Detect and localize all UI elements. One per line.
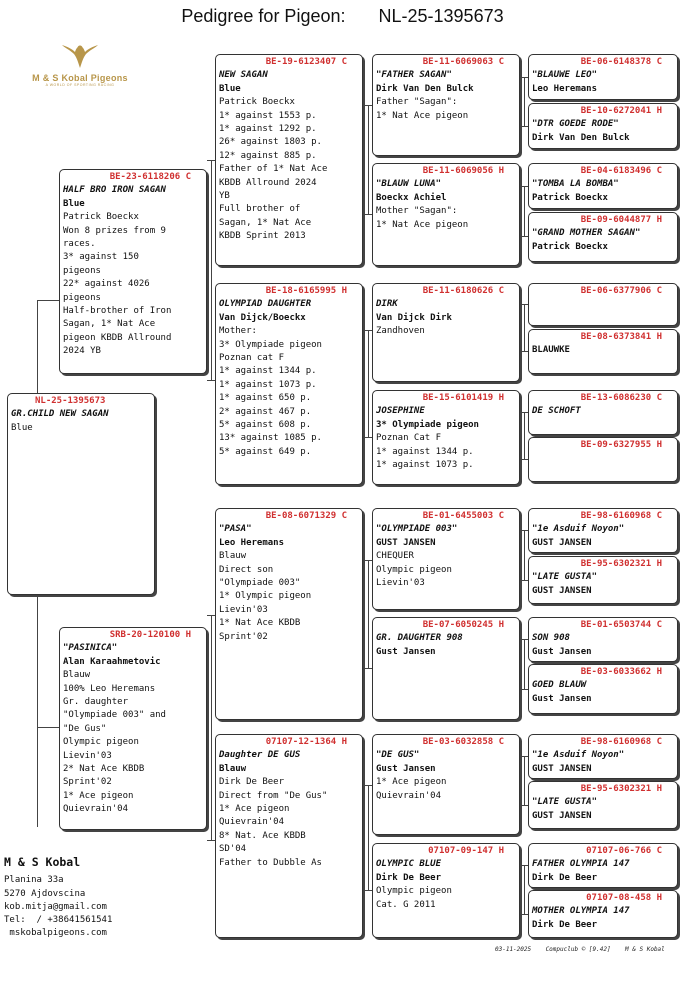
pigeon-info-line: 26* against 1803 p. (219, 137, 322, 148)
ring-number: BE-98-6160968 C (580, 511, 662, 521)
pigeon-name: "BLAUWE LEO" (532, 70, 598, 81)
pigeon-info-line: Father of 1* Nat Ace (219, 164, 328, 175)
pigeon-info-line: Quievrain'04 (63, 804, 129, 815)
ring-number: BE-11-6069056 H (422, 166, 504, 176)
ring-number: BE-19-6123407 C (265, 57, 347, 67)
ring-number: BE-18-6165995 H (265, 286, 347, 296)
pigeon-info-line: pigeons (63, 292, 101, 303)
pigeon-card-sdd[interactable] (372, 390, 520, 485)
pigeon-name: Daughter DE GUS (219, 750, 301, 761)
pigeon-owner: Dirk Van Den Bulck (532, 132, 630, 143)
connector-line (524, 412, 525, 459)
pigeon-name: "PASINICA" (63, 643, 118, 654)
pigeon-info-line: 8* Nat. Ace KBDB (219, 830, 306, 841)
pigeon-card-g6[interactable] (528, 329, 678, 374)
pigeon-owner: Patrick Boeckx (532, 241, 608, 252)
pigeon-name: "OLYMPIADE 003" (376, 524, 458, 535)
pigeon-info-line: 1* against 1344 p. (219, 366, 317, 377)
pigeon-card-g4[interactable] (528, 212, 678, 262)
ring-number: BE-01-6503744 C (580, 620, 662, 630)
ring-number: BE-03-6033662 H (580, 667, 662, 677)
pigeon-owner: Blue (219, 83, 241, 94)
connector-line (363, 668, 372, 669)
pigeon-owner: Gust Jansen (376, 763, 436, 774)
pigeon-owner: Dirk De Beer (376, 872, 442, 883)
pigeon-info-line: 1* Ace pigeon (63, 790, 134, 801)
pigeon-info-line: 1* against 1292 p. (219, 124, 317, 135)
pigeon-info-line: Lievin'03 (376, 578, 425, 589)
pigeon-card-g9[interactable] (528, 508, 678, 553)
connector-line (363, 214, 372, 215)
pigeon-card-ddd[interactable] (372, 843, 520, 938)
connector-line (207, 840, 215, 841)
pigeon-card-ss[interactable] (215, 54, 363, 266)
ring-number: BE-10-6272041 H (580, 106, 662, 116)
pigeon-card-g12[interactable] (528, 664, 678, 714)
connector-line (368, 560, 369, 668)
pigeon-info-line: 22* against 4026 (63, 279, 150, 290)
pigeon-card-dds[interactable] (372, 734, 520, 835)
pigeon-card-g2[interactable] (528, 103, 678, 149)
page-title (0, 6, 685, 27)
connector-line (520, 914, 528, 915)
pigeon-info-line: Direct son (219, 564, 274, 575)
pigeon-info-line: Mother "Sagan": (376, 206, 458, 217)
ring-number: BE-07-6050245 H (422, 620, 504, 630)
pigeon-card-g1[interactable] (528, 54, 678, 100)
pigeon-card-ssd[interactable] (372, 163, 520, 266)
breeder-website[interactable]: mskobalpigeons.com (4, 928, 107, 939)
logo-name: M & S Kobal Pigeons (32, 73, 128, 83)
ring-number: 07107-06-766 C (586, 846, 662, 856)
pigeon-card-sss[interactable] (372, 54, 520, 156)
pigeon-info-line: 12* against 885 p. (219, 150, 317, 161)
pigeon-info-line: Sagan, 1* Nat Ace (219, 217, 312, 228)
ring-number: BE-11-6069063 C (422, 57, 504, 67)
connector-line (368, 105, 369, 214)
pigeon-info-line: 2024 YB (63, 346, 101, 357)
pigeon-info-line: 1* Ace pigeon (376, 777, 447, 788)
pigeon-name: MOTHER OLYMPIA 147 (532, 906, 630, 917)
pigeon-owner: Leo Heremans (532, 83, 598, 94)
ring-number: BE-03-6032858 C (422, 737, 504, 747)
pigeon-name: GOED BLAUW (532, 680, 587, 691)
connector-line (37, 727, 59, 728)
connector-line (363, 437, 372, 438)
pigeon-info-line: 2* against 467 p. (219, 406, 312, 417)
connector-line (37, 595, 38, 827)
ring-number: BE-23-6118206 C (109, 172, 191, 182)
connector-line (211, 615, 212, 840)
pigeon-card-g3[interactable] (528, 163, 678, 209)
pigeon-owner: GUST JANSEN (532, 763, 592, 774)
pigeon-info-line: 3* Olympiade pigeon (219, 339, 322, 350)
pigeon-name: DE SCHOFT (532, 406, 581, 417)
pigeon-info-line: Lievin'03 (219, 604, 268, 615)
ring-number: BE-98-6160968 C (580, 737, 662, 747)
connector-line (211, 160, 212, 380)
breeder-email[interactable]: kob.mitja@gmail.com (4, 901, 107, 912)
pigeon-name: "FATHER SAGAN" (376, 70, 452, 81)
pigeon-card-g11[interactable] (528, 617, 678, 662)
pigeon-info-line: Poznan Cat F (376, 433, 442, 444)
pigeon-name: "DTR GOEDE RODE" (532, 119, 619, 130)
pigeon-info-line: 1* Ace pigeon (219, 804, 290, 815)
pigeon-name: "BLAUW LUNA" (376, 179, 442, 190)
pigeon-card-g13[interactable] (528, 734, 678, 779)
pigeon-name: DIRK (376, 299, 398, 310)
pigeon-logo-icon (60, 42, 100, 72)
ring-number: BE-95-6302321 H (580, 559, 662, 569)
ring-number: BE-09-6044877 H (580, 215, 662, 225)
title-label: Pedigree for Pigeon: (181, 6, 346, 26)
pigeon-owner: Gust Jansen (532, 693, 592, 704)
pigeon-card-g10[interactable] (528, 556, 678, 604)
breeder-address: Planina 33a (4, 875, 64, 886)
pigeon-info-line: pigeons (63, 265, 101, 276)
pigeon-owner: Dirk De Beer (532, 872, 598, 883)
connector-line (520, 805, 528, 806)
pigeon-info-line: Blauw (63, 670, 91, 681)
pigeon-owner: BLAUWKE (532, 345, 570, 356)
ring-number: BE-09-6327955 H (580, 440, 662, 450)
connector-line (520, 236, 528, 237)
pigeon-name: SON 908 (532, 633, 570, 644)
footer-credit: 03-11-2025 Compuclub © [9.42] M & S Kobal (495, 946, 665, 953)
connector-line (37, 300, 59, 301)
ring-number: BE-06-6377906 C (580, 286, 662, 296)
pigeon-info-line: Half-brother of Iron (63, 306, 172, 317)
pigeon-card-ds[interactable] (215, 508, 363, 720)
pigeon-name: GR. DAUGHTER 908 (376, 633, 463, 644)
ring-number: NL-25-1395673 (35, 396, 106, 406)
pigeon-info-line: pigeon KBDB Allround (63, 332, 172, 343)
pigeon-info-line: Olympic pigeon (376, 564, 452, 575)
pigeon-info-line: Father to Dubble As (219, 857, 322, 868)
pigeon-owner: Van Dijck/Boeckx (219, 312, 306, 323)
connector-line (524, 639, 525, 689)
title-ring: NL-25-1395673 (378, 6, 504, 26)
ring-number: BE-11-6180626 C (422, 286, 504, 296)
connector-line (520, 126, 528, 127)
pigeon-card-sd[interactable] (215, 283, 363, 485)
pigeon-owner: GUST JANSEN (532, 810, 592, 821)
ring-number: 07107-12-1364 H (265, 737, 347, 747)
ring-number: SRB-20-120100 H (109, 630, 191, 640)
pigeon-info-line: Direct from "De Gus" (219, 790, 328, 801)
pigeon-info-line: CHEQUER (376, 551, 414, 562)
ring-number: BE-08-6373841 H (580, 332, 662, 342)
pigeon-card-dss[interactable] (372, 508, 520, 610)
pigeon-info-line: Sprint'02 (63, 777, 112, 788)
connector-line (520, 351, 528, 352)
connector-line (368, 330, 369, 437)
pigeon-name: "DE GUS" (376, 750, 420, 761)
pigeon-info-line: races. (63, 239, 96, 250)
connector-line (520, 689, 528, 690)
connector-line (524, 756, 525, 805)
connector-line (368, 785, 369, 890)
pigeon-owner: Dirk De Beer (532, 919, 598, 930)
pigeon-card-main[interactable] (7, 393, 155, 595)
pigeon-name: "PASA" (219, 524, 252, 535)
pigeon-name: OLYMPIC BLUE (376, 859, 442, 870)
logo-tagline: A WORLD OF SPORTING RACING (45, 83, 115, 87)
pigeon-name: JOSEPHINE (376, 406, 425, 417)
pigeon-info-line: "Olympiade 003" and (63, 710, 166, 721)
pigeon-info-line: YB (219, 191, 230, 202)
pigeon-card-g15[interactable] (528, 843, 678, 888)
pigeon-info-line: 1* Nat Ace pigeon (376, 219, 469, 230)
pigeon-info-line: 1* Olympic pigeon (219, 591, 312, 602)
pigeon-name: GR.CHILD NEW SAGAN (11, 409, 109, 420)
pigeon-info-line: "Olympiade 003" (219, 578, 301, 589)
pigeon-card-g8[interactable] (528, 437, 678, 482)
pigeon-name: NEW SAGAN (219, 70, 268, 81)
ring-number: BE-95-6302321 H (580, 784, 662, 794)
pigeon-info-line: 1* Nat Ace KBDB (219, 618, 301, 629)
connector-line (524, 530, 525, 580)
pigeon-info-line: KBDB Allround 2024 (219, 177, 317, 188)
breeder-name: M & S Kobal (4, 855, 81, 869)
pigeon-card-sire[interactable] (59, 169, 207, 374)
pigeon-owner: Leo Heremans (219, 537, 285, 548)
ring-number: 07107-09-147 H (428, 846, 504, 856)
pigeon-info-line: Gr. daughter (63, 697, 129, 708)
pigeon-name: "1e Asduif Noyon" (532, 750, 625, 761)
pigeon-info-line: Blue (11, 422, 33, 433)
pigeon-info-line: 5* against 608 p. (219, 420, 312, 431)
pigeon-card-g5[interactable] (528, 283, 678, 326)
pigeon-info-line: 1* against 1344 p. (376, 446, 474, 457)
pigeon-info-line: 13* against 1085 p. (219, 433, 322, 444)
pigeon-card-sds[interactable] (372, 283, 520, 382)
pigeon-info-line: Zandhoven (376, 326, 425, 337)
breeder-info (4, 856, 204, 941)
pigeon-info-line: 3* against 150 (63, 252, 139, 263)
pigeon-card-dd[interactable] (215, 734, 363, 938)
pigeon-info-line: Quievrain'04 (219, 817, 285, 828)
pigeon-info-line: Olympic pigeon (376, 886, 452, 897)
pigeon-owner: Boeckx Achiel (376, 192, 447, 203)
pigeon-info-line: SD'04 (219, 844, 247, 855)
connector-line (524, 77, 525, 126)
pigeon-info-line: Full brother of (219, 204, 301, 215)
pigeon-owner: Alan Karaahmetovic (63, 656, 161, 667)
pigeon-owner: Patrick Boeckx (532, 192, 608, 203)
connector-line (524, 186, 525, 236)
pigeon-info-line: Sagan, 1* Nat Ace (63, 319, 156, 330)
pigeon-info-line: Patrick Boeckx (63, 212, 139, 223)
ring-number: BE-06-6148378 C (580, 57, 662, 67)
connector-line (524, 304, 525, 351)
pigeon-name: "LATE GUSTA" (532, 572, 598, 583)
pigeon-name: HALF BRO IRON SAGAN (63, 185, 166, 196)
ring-number: BE-08-6071329 C (265, 511, 347, 521)
ring-number: BE-15-6101419 H (422, 393, 504, 403)
pigeon-owner: Van Dijck Dirk (376, 312, 452, 323)
pigeon-info-line: Olympic pigeon (63, 737, 139, 748)
pigeon-info-line: Poznan cat F (219, 353, 285, 364)
pigeon-name: "GRAND MOTHER SAGAN" (532, 228, 641, 239)
kobal-logo (20, 42, 140, 100)
pigeon-name: OLYMPIAD DAUGHTER (219, 299, 312, 310)
pigeon-info-line: Won 8 prizes from 9 (63, 225, 166, 236)
pigeon-owner: Gust Jansen (532, 646, 592, 657)
pigeon-info-line: Father "Sagan": (376, 97, 458, 108)
pigeon-card-dsd[interactable] (372, 617, 520, 720)
pigeon-info-line: 2* Nat Ace KBDB (63, 764, 145, 775)
connector-line (363, 890, 372, 891)
connector-line (207, 380, 215, 381)
pigeon-info-line: Patrick Boeckx (219, 97, 295, 108)
pigeon-card-g16[interactable] (528, 890, 678, 938)
pigeon-owner: GUST JANSEN (532, 537, 592, 548)
pigeon-info-line: Cat. G 2011 (376, 899, 436, 910)
pigeon-card-g7[interactable] (528, 390, 678, 435)
pigeon-info-line: 1* against 1073 p. (376, 460, 474, 471)
pigeon-owner: Blue (63, 198, 85, 209)
pigeon-info-line: Dirk De Beer (219, 777, 285, 788)
pigeon-card-g14[interactable] (528, 781, 678, 829)
pigeon-info-line: 100% Leo Heremans (63, 683, 156, 694)
ring-number: BE-01-6455003 C (422, 511, 504, 521)
pigeon-owner: GUST JANSEN (376, 537, 436, 548)
breeder-city: 5270 Ajdovscina (4, 888, 86, 899)
pigeon-info-line: KBDB Sprint 2013 (219, 231, 306, 242)
pigeon-info-line: 1* against 1073 p. (219, 379, 317, 390)
breeder-phone: Tel: / +38641561541 (4, 915, 113, 926)
ring-number: BE-13-6086230 C (580, 393, 662, 403)
connector-line (520, 580, 528, 581)
pigeon-info-line: Mother: (219, 326, 257, 337)
connector-line (37, 300, 38, 393)
connector-line (524, 865, 525, 914)
pigeon-info-line: 1* against 650 p. (219, 393, 312, 404)
pigeon-owner: Dirk Van Den Bulck (376, 83, 474, 94)
pigeon-info-line: 1* Nat Ace pigeon (376, 110, 469, 121)
pigeon-info-line: "De Gus" (63, 723, 107, 734)
pigeon-name: "LATE GUSTA" (532, 797, 598, 808)
ring-number: BE-04-6183496 C (580, 166, 662, 176)
pigeon-info-line: Blauw (219, 551, 247, 562)
ring-number: 07107-08-458 H (586, 893, 662, 903)
pigeon-name: FATHER OLYMPIA 147 (532, 859, 630, 870)
pigeon-owner: Gust Jansen (376, 646, 436, 657)
pigeon-info-line: Sprint'02 (219, 631, 268, 642)
pigeon-owner: Blauw (219, 763, 247, 774)
pigeon-owner: 3* Olympiade pigeon (376, 419, 479, 430)
connector-line (520, 459, 528, 460)
pigeon-name: "TOMBA LA BOMBA" (532, 179, 619, 190)
pigeon-info-line: 1* against 1553 p. (219, 110, 317, 121)
pigeon-info-line: Lievin'03 (63, 750, 112, 761)
pigeon-info-line: 5* against 649 p. (219, 446, 312, 457)
pigeon-name: "1e Asduif Noyon" (532, 524, 625, 535)
pigeon-card-dam[interactable] (59, 627, 207, 830)
pigeon-owner: GUST JANSEN (532, 585, 592, 596)
pigeon-info-line: Quievrain'04 (376, 790, 442, 801)
